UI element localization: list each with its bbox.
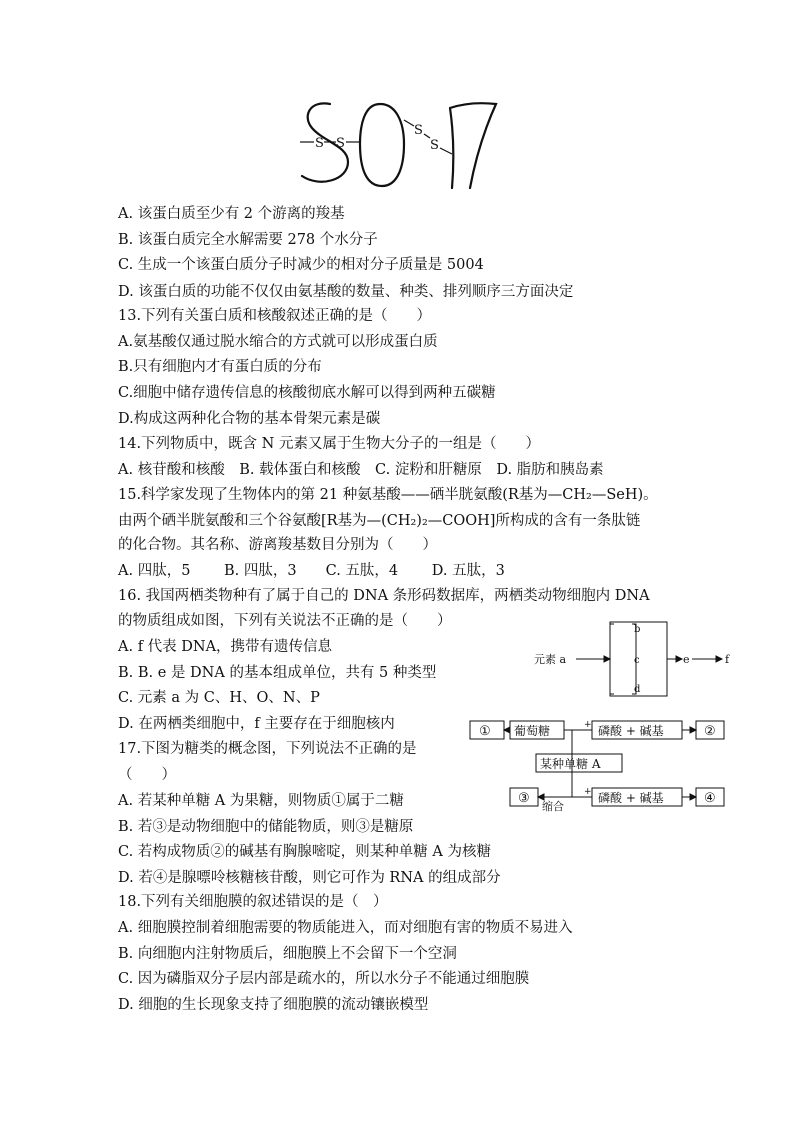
q17-option-c: C. 若构成物质②的碱基有胸腺嘧啶，则某种单糖 A 为核糖 <box>118 844 491 860</box>
diagram-e: e <box>683 653 690 666</box>
q17-option-a: A. 若某种单糖 A 为果糖，则物质①属于二糖 <box>118 793 404 809</box>
q18-option-c: C. 因为磷脂双分子层内部是疏水的，所以水分子不能通过细胞膜 <box>118 971 530 987</box>
disulfide-s-2: S <box>336 136 345 151</box>
q12-option-d: D. 该蛋白质的功能不仅仅由氨基酸的数量、种类、排列顺序三方面决定 <box>118 284 574 300</box>
q18-option-b: B. 向细胞内注射物质后，细胞膜上不会留下一个空洞 <box>118 946 457 962</box>
plus-top: + <box>584 720 592 730</box>
diagram-f: f <box>725 653 730 666</box>
peptide-chain-2 <box>360 104 404 186</box>
diagram-element-a: 元素 a <box>534 653 567 666</box>
q15-options: A. 四肽，5 B. 四肽，3 C. 五肽，4 D. 五肽，3 <box>118 563 505 579</box>
q15-stem-2: 由两个硒半胱氨酸和三个谷氨酸[R基为—(CH₂)₂—COOH]所构成的含有一条肽链 <box>118 513 641 529</box>
dna-composition-diagram <box>530 620 745 698</box>
q13-option-b: B.只有细胞内才有蛋白质的分布 <box>118 359 322 375</box>
q16-option-d: D. 在两栖类细胞中，f 主要存在于细胞核内 <box>118 716 395 732</box>
q17-option-d: D. 若④是腺嘌呤核糖核苷酸，则它可作为 RNA 的组成部分 <box>118 870 501 886</box>
q16-stem-2: 的物质组成如图，下列有关说法不正确的是（ ） <box>118 613 452 629</box>
q17-stem-2: （ ） <box>118 767 176 783</box>
q14-options: A. 核苷酸和核酸 B. 载体蛋白和核酸 C. 淀粉和肝糖原 D. 脂肪和胰岛素 <box>118 462 604 478</box>
disulfide-s-1: S <box>315 136 324 151</box>
q18-option-a: A. 细胞膜控制着细胞需要的物质能进入，而对细胞有害的物质不易进入 <box>118 920 573 936</box>
box-phosphate-base-top: 磷酸 + 碱基 <box>598 724 664 738</box>
box-sugar-a: 某种单糖 A <box>540 757 601 771</box>
box-3: ③ <box>518 791 530 806</box>
q12-option-a: A. 该蛋白质至少有 2 个游离的羧基 <box>118 206 345 222</box>
q12-option-b: B. 该蛋白质完全水解需要 278 个水分子 <box>118 232 378 248</box>
box-2: ② <box>704 724 716 739</box>
q15-stem-1: 15.科学家发现了生物体内的第 21 种氨基酸——硒半胱氨酸(R基为—CH₂—SeH)。 <box>118 487 658 503</box>
diagram-b: b <box>634 624 641 635</box>
sugar-concept-diagram <box>464 716 728 812</box>
q13-option-c: C.细胞中储存遗传信息的核酸彻底水解可以得到两种五碳糖 <box>118 385 496 401</box>
box-glucose: 葡萄糖 <box>514 724 551 738</box>
box-4: ④ <box>704 791 716 806</box>
box-1: ① <box>479 724 491 739</box>
box-phosphate-base-bottom: 磷酸 + 碱基 <box>598 791 664 805</box>
q17-stem-1: 17.下图为糖类的概念图，下列说法不正确的是 <box>118 741 417 757</box>
q13-option-d: D.构成这两种化合物的基本骨架元素是碳 <box>118 411 381 427</box>
diagram-c: c <box>634 655 640 666</box>
q13-option-a: A.氨基酸仅通过脱水缩合的方式就可以形成蛋白质 <box>118 334 438 350</box>
diagram-d: d <box>634 684 641 695</box>
label-condense: 缩合 <box>542 800 564 812</box>
q16-option-a: A. f 代表 DNA，携带有遗传信息 <box>118 639 333 655</box>
plus-bottom: + <box>584 787 592 797</box>
q12-option-c: C. 生成一个该蛋白质分子时减少的相对分子质量是 5004 <box>118 257 484 273</box>
q13-stem: 13.下列有关蛋白质和核酸叙述正确的是（ ） <box>118 308 432 324</box>
peptide-chain-3 <box>450 103 496 188</box>
q15-stem-3: 的化合物。其名称、游离羧基数目分别为（ ） <box>118 537 437 553</box>
protein-structure-figure <box>290 96 505 196</box>
q16-stem-1: 16. 我国两栖类物种有了属于自己的 DNA 条形码数据库，两栖类动物细胞内 DNA <box>118 588 650 604</box>
q18-stem: 18.下列有关细胞膜的叙述错误的是（ ） <box>118 894 388 910</box>
disulfide-s-4: S <box>430 138 439 153</box>
q16-option-c: C. 元素 a 为 C、H、O、N、P <box>118 690 320 706</box>
q14-stem: 14.下列物质中，既含 N 元素又属于生物大分子的一组是（ ） <box>118 436 540 452</box>
q17-option-b: B. 若③是动物细胞中的储能物质，则③是糖原 <box>118 819 414 835</box>
q18-option-d: D. 细胞的生长现象支持了细胞膜的流动镶嵌模型 <box>118 997 429 1013</box>
disulfide-s-3: S <box>414 123 423 138</box>
q16-option-b: B. B. e 是 DNA 的基本组成单位，共有 5 种类型 <box>118 665 437 681</box>
